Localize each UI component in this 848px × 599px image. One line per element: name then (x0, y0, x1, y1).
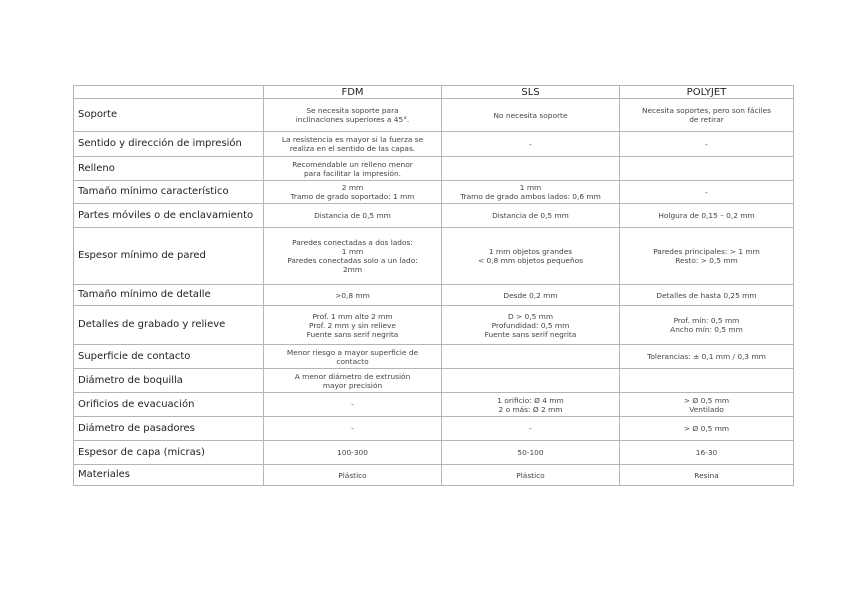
cell-polyjet: - (620, 132, 794, 157)
cell-sls (442, 157, 620, 181)
table-row (74, 441, 794, 465)
cell-fdm: Prof. 1 mm alto 2 mm Prof. 2 mm y sin relieve Fuente sans serif negrita (264, 306, 442, 345)
cell-fdm: Paredes conectadas a dos lados: 1 mm Paredes conectadas solo a un lado: 2mm (264, 228, 442, 285)
cell-fdm: Se necesita soporte para inclinaciones superiores a 45°. (264, 99, 442, 132)
row-label: Espesor de capa (micras) (74, 441, 264, 465)
cell-fdm: La resistencia es mayor si la fuerza se realiza en el sentido de las capas. (264, 132, 442, 157)
row-label: Detalles de grabado y relieve (74, 306, 264, 345)
cell-sls (442, 369, 620, 393)
cell-sls: Plástico (442, 465, 620, 486)
table-row (74, 228, 794, 285)
header-fdm: FDM (264, 86, 442, 99)
table-row (74, 204, 794, 228)
cell-sls: No necesita soporte (442, 99, 620, 132)
row-label: Soporte (74, 99, 264, 132)
cell-fdm: >0,8 mm (264, 285, 442, 306)
cell-fdm: - (264, 417, 442, 441)
cell-fdm: Recomendable un relleno menor para facilitar la impresión. (264, 157, 442, 181)
table-row (74, 157, 794, 181)
table-row (74, 393, 794, 417)
table-row (74, 369, 794, 393)
cell-sls: 50-100 (442, 441, 620, 465)
row-label: Materiales (74, 465, 264, 486)
cell-fdm: Plástico (264, 465, 442, 486)
cell-sls: - (442, 132, 620, 157)
cell-polyjet: Paredes principales: > 1 mm Resto: > 0,5 mm (620, 228, 794, 285)
table-row (74, 99, 794, 132)
header-sls: SLS (442, 86, 620, 99)
table-row (74, 306, 794, 345)
table-row (74, 132, 794, 157)
table-row (74, 465, 794, 486)
cell-polyjet (620, 157, 794, 181)
header-row (74, 86, 794, 99)
cell-sls (442, 345, 620, 369)
header-polyjet: POLYJET (620, 86, 794, 99)
row-label: Sentido y dirección de impresión (74, 132, 264, 157)
row-label: Espesor mínimo de pared (74, 228, 264, 285)
cell-polyjet: Prof. mín: 0,5 mm Ancho mín: 0,5 mm (620, 306, 794, 345)
cell-fdm: 100-300 (264, 441, 442, 465)
cell-sls: Distancia de 0,5 mm (442, 204, 620, 228)
cell-polyjet: 16-30 (620, 441, 794, 465)
cell-fdm: A menor diámetro de extrusión mayor precisión (264, 369, 442, 393)
cell-fdm: Menor riesgo a mayor superficie de contacto (264, 345, 442, 369)
cell-polyjet: Resina (620, 465, 794, 486)
table-row (74, 345, 794, 369)
row-label: Orificios de evacuación (74, 393, 264, 417)
row-label: Superficie de contacto (74, 345, 264, 369)
printing-comparison-table (73, 85, 794, 486)
cell-polyjet: > Ø 0,5 mm (620, 417, 794, 441)
row-label: Tamaño mínimo característico (74, 181, 264, 204)
cell-fdm: - (264, 393, 442, 417)
cell-fdm: 2 mm Tramo de grado soportado: 1 mm (264, 181, 442, 204)
cell-polyjet (620, 369, 794, 393)
header-property (74, 86, 264, 99)
cell-polyjet: Detalles de hasta 0,25 mm (620, 285, 794, 306)
cell-sls: Desde 0,2 mm (442, 285, 620, 306)
row-label: Diámetro de boquilla (74, 369, 264, 393)
table-row (74, 181, 794, 204)
cell-sls: 1 orificio: Ø 4 mm 2 o más: Ø 2 mm (442, 393, 620, 417)
table-row (74, 285, 794, 306)
cell-polyjet: Tolerancias: ± 0,1 mm / 0,3 mm (620, 345, 794, 369)
row-label: Relleno (74, 157, 264, 181)
cell-polyjet: Necesita soportes, pero son fáciles de retirar (620, 99, 794, 132)
cell-polyjet: > Ø 0,5 mm Ventilado (620, 393, 794, 417)
row-label: Partes móviles o de enclavamiento (74, 204, 264, 228)
cell-polyjet: Holgura de 0,15 – 0,2 mm (620, 204, 794, 228)
cell-sls: 1 mm objetos grandes < 0,8 mm objetos pequeños (442, 228, 620, 285)
row-label: Tamaño mínimo de detalle (74, 285, 264, 306)
cell-polyjet: - (620, 181, 794, 204)
cell-sls: D > 0,5 mm Profundidad: 0,5 mm Fuente sans serif negrita (442, 306, 620, 345)
cell-sls: - (442, 417, 620, 441)
table-row (74, 417, 794, 441)
cell-fdm: Distancia de 0,5 mm (264, 204, 442, 228)
row-label: Diámetro de pasadores (74, 417, 264, 441)
cell-sls: 1 mm Tramo de grado ambos lados: 0,6 mm (442, 181, 620, 204)
